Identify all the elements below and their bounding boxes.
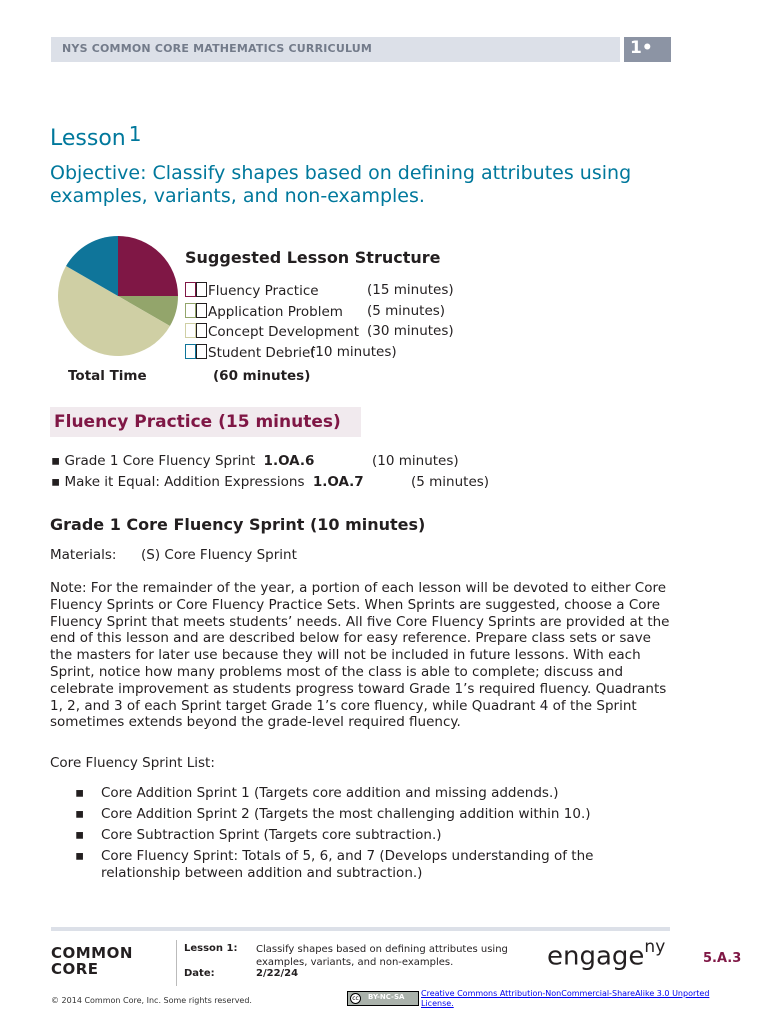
sprint-list-item-text: Core Addition Sprint 2 (Targets the most challenging addition within 10.) xyxy=(101,806,591,822)
legend-box xyxy=(196,303,207,318)
bullet: ▪ xyxy=(75,827,85,843)
fluency-item-standard: 1.OA.6 xyxy=(263,453,315,469)
legend-box xyxy=(196,323,207,338)
grade-badge-label: 1• xyxy=(630,38,653,58)
bullet: ▪ xyxy=(75,785,85,801)
lesson-title-text: Lesson xyxy=(50,126,126,151)
legend-swatch xyxy=(185,282,196,297)
bullet: ▪ xyxy=(51,453,61,469)
logo-line-2: CORE xyxy=(51,960,99,978)
bullet: ▪ xyxy=(75,806,85,822)
fluency-practice-heading-text: Fluency Practice (15 minutes) xyxy=(54,412,341,432)
lesson-number: 1 xyxy=(128,122,142,146)
footer-lesson-label: Lesson 1: xyxy=(184,943,238,954)
materials-value: (S) Core Fluency Sprint xyxy=(141,547,297,563)
lesson-structure-item xyxy=(185,282,454,299)
fluency-item xyxy=(51,453,459,469)
legend-swatch xyxy=(185,303,196,318)
bullet: ▪ xyxy=(51,474,61,490)
sprint-list-item-text: Core Subtraction Sprint (Targets core subtraction.) xyxy=(101,827,442,843)
engage-text: engage xyxy=(547,941,645,972)
lesson-structure-item-label: Application Problem xyxy=(208,304,343,320)
cc-icon: cc xyxy=(350,993,361,1004)
sprint-list-item xyxy=(75,848,641,882)
fluency-item-duration: (10 minutes) xyxy=(372,453,459,469)
fluency-item-duration: (5 minutes) xyxy=(411,474,490,490)
cc-badge-label: BY-NC-SA xyxy=(368,993,405,1001)
lesson-structure-item xyxy=(185,303,446,320)
lesson-structure-item-duration: (30 minutes) xyxy=(367,323,454,339)
fluency-item xyxy=(51,474,490,490)
sprint-list-label: Core Fluency Sprint List: xyxy=(50,755,215,771)
fluency-item-text: Make it Equal: Addition Expressions xyxy=(64,474,305,490)
lesson-structure-item-duration: (5 minutes) xyxy=(367,303,446,319)
lesson-objective: Objective: Classify shapes based on defining attributes using examples, variants, and non-examples. xyxy=(50,162,632,207)
footer-separator xyxy=(176,940,177,986)
lesson-structure-item-label: Concept Development xyxy=(208,324,360,340)
license-link[interactable]: Creative Commons Attribution-NonCommercial-ShareAlike 3.0 Unported License. xyxy=(421,989,710,1008)
footer-divider xyxy=(51,927,670,931)
grade-badge xyxy=(624,37,671,62)
lesson-structure-pie-chart xyxy=(56,234,180,358)
pie-slice-fluency-practice xyxy=(118,236,178,296)
engage-sup: ny xyxy=(644,937,666,957)
lesson-structure-item-label: Student Debrief xyxy=(208,345,316,361)
curriculum-title: NYS COMMON CORE MATHEMATICS CURRICULUM xyxy=(62,42,373,55)
sprint-note: Note: For the remainder of the year, a portion of each lesson will be devoted to either Core Fluency Sprints or Core Fluency Practice Sets. When Sprints are suggested, choose a Core Fluency Sprint that meets students’ needs. All five Core Fluency Sprints are provided at the end of this lesson and are described below for easy reference. Prepare class sets or save the masters for later use because they will not be included in future lessons. With each Sprint, notice how many problems most of the class is able to complete; discuss and celebrate improvement as students progress toward Grade 1’s required fluency. Quadrants 1, 2, and 3 of each Sprint target Grade 1’s core fluency, while Quadrant 4 of the Sprint sometimes extends beyond the grade-level required fluency. xyxy=(50,580,670,731)
sprint-list-item xyxy=(75,827,641,844)
footer-date-value: 2/22/24 xyxy=(256,968,299,979)
fluency-item-text: Grade 1 Core Fluency Sprint xyxy=(64,453,256,469)
materials-line xyxy=(50,547,297,563)
curriculum-header xyxy=(51,37,620,62)
common-core-logo xyxy=(51,945,133,977)
materials-label: Materials: xyxy=(50,547,117,563)
legend-swatch xyxy=(185,344,196,359)
total-time-label: Total Time xyxy=(68,368,147,384)
lesson-title xyxy=(50,122,142,151)
legend-swatch xyxy=(185,323,196,338)
lesson-structure-item-duration: (10 minutes) xyxy=(310,344,397,360)
sprint-list-item-text: Core Addition Sprint 1 (Targets core addition and missing addends.) xyxy=(101,785,559,801)
bullet: ▪ xyxy=(75,848,85,864)
sprint-list-item xyxy=(75,785,641,802)
sprint-list-item xyxy=(75,806,641,823)
fluency-practice-heading xyxy=(50,407,361,437)
fluency-item-standard: 1.OA.7 xyxy=(312,474,364,490)
sprint-heading: Grade 1 Core Fluency Sprint (10 minutes) xyxy=(50,515,426,534)
page-number: 5.A.3 xyxy=(703,951,742,966)
footer-lesson-value: Classify shapes based on defining attributes using examples, variants, and non-examples. xyxy=(256,944,508,968)
lesson-structure-item xyxy=(185,323,454,340)
total-time-value: (60 minutes) xyxy=(213,368,311,384)
copyright: © 2014 Common Core, Inc. Some rights reserved. xyxy=(51,996,252,1005)
lesson-structure-item xyxy=(185,344,397,361)
lesson-structure-item-label: Fluency Practice xyxy=(208,283,319,299)
legend-box xyxy=(196,282,207,297)
legend-box xyxy=(196,344,207,359)
engageny-logo xyxy=(547,937,666,972)
creative-commons-badge[interactable] xyxy=(347,991,419,1006)
logo-line-1: COMMON xyxy=(51,944,133,962)
footer-date-label: Date: xyxy=(184,968,215,979)
lesson-structure-item-duration: (15 minutes) xyxy=(367,282,454,298)
sprint-list-item-text: Core Fluency Sprint: Totals of 5, 6, and 7 (Develops understanding of the relationship between addition and subtraction.) xyxy=(101,848,594,881)
lesson-structure-title: Suggested Lesson Structure xyxy=(185,248,441,267)
